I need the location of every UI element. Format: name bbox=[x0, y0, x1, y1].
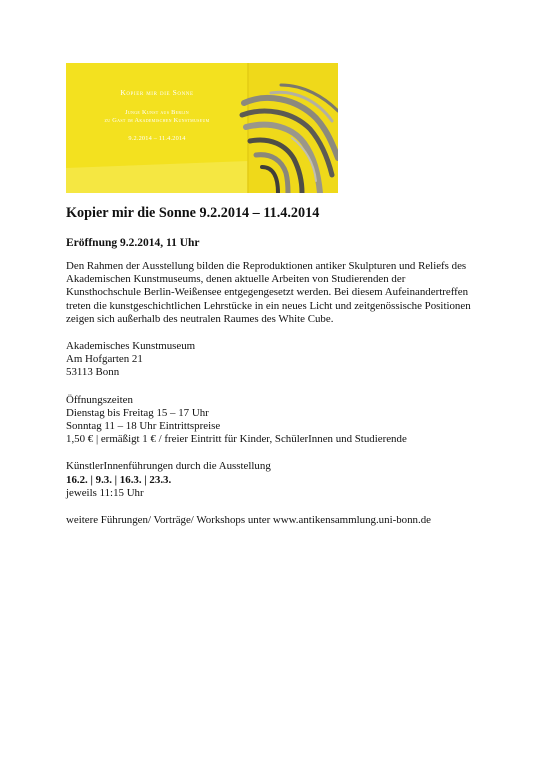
tours-dates: 16.2. | 9.3. | 16.3. | 23.3. bbox=[66, 473, 172, 486]
address-line: Akademisches Kunstmuseum bbox=[66, 340, 196, 353]
banner-subtitle-2: zu Gast im Akademischen Kunstmuseum bbox=[104, 116, 210, 124]
description-line: Kunsthochschule Berlin-Weißensee entgegengesetzt werden. Bei diesem Aufeinandertreffen bbox=[66, 286, 469, 299]
document-body bbox=[66, 205, 486, 541]
hours-line: Dienstag bis Freitag 15 – 17 Uhr bbox=[66, 406, 209, 419]
address-block bbox=[66, 340, 486, 380]
address-line: 53113 Bonn bbox=[66, 366, 120, 379]
hours-line: Öffnungszeiten bbox=[66, 393, 133, 406]
banner-text bbox=[66, 88, 248, 143]
tours-heading: KünstlerInnenführungen durch die Ausstellung bbox=[66, 460, 271, 473]
tours-block bbox=[66, 460, 486, 500]
description-line: treten die kunstgeschichtlichen Lehrstücke in ein neues Licht und zeitgenössische Positionen bbox=[66, 299, 471, 312]
description-line: zeigen sich außerhalb des neutralen Raumes des White Cube. bbox=[66, 312, 334, 325]
tours-time: jeweils 11:15 Uhr bbox=[66, 486, 144, 499]
address-line: Am Hofgarten 21 bbox=[66, 353, 143, 366]
banner-dates: 9.2.2014 – 11.4.2014 bbox=[128, 135, 186, 143]
description-line: Akademischen Kunstmuseums, denen aktuelle Arbeiten von Studierenden der bbox=[66, 273, 406, 286]
banner-title: Kopier mir die Sonne bbox=[120, 88, 194, 97]
exhibition-heading: Kopier mir die Sonne 9.2.2014 – 11.4.2014 bbox=[66, 205, 320, 221]
opening-info: Eröffnung 9.2.2014, 11 Uhr bbox=[66, 237, 200, 249]
description-line: Den Rahmen der Ausstellung bilden die Reproduktionen antiker Skulpturen und Reliefs des bbox=[66, 260, 467, 272]
hours-line: 1,50 € | ermäßigt 1 € / freier Eintritt für Kinder, SchülerInnen und Studierende bbox=[66, 433, 407, 446]
hours-line: Sonntag 11 – 18 Uhr Eintrittspreise bbox=[66, 420, 221, 433]
exhibition-banner bbox=[66, 63, 338, 193]
opening-hours-block bbox=[66, 394, 486, 447]
banner-subtitle-1: Junge Kunst aus Berlin bbox=[125, 108, 189, 116]
more-info-line: weitere Führungen/ Vorträge/ Workshops unter www.antikensammlung.uni-bonn.de bbox=[66, 514, 432, 527]
description-paragraph bbox=[66, 260, 486, 326]
